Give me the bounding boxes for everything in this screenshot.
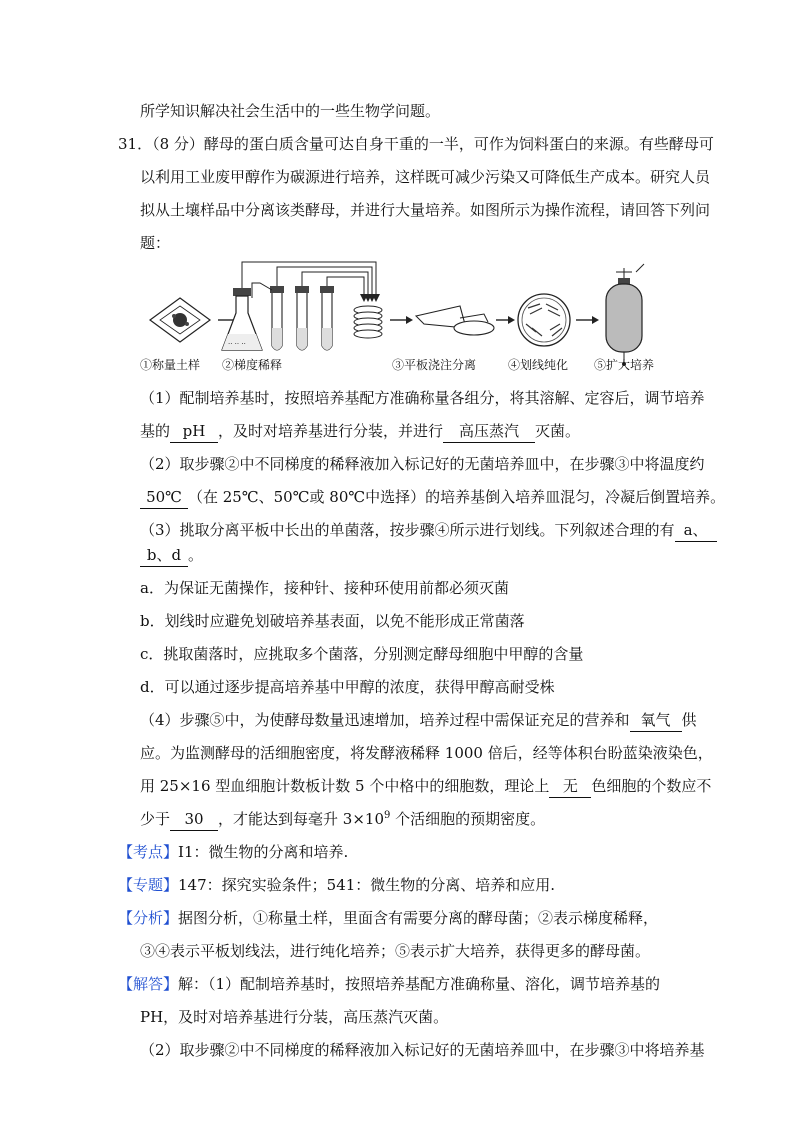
part3-text: 。 (188, 546, 204, 564)
arrowheads (360, 294, 380, 302)
kaodian-text: I1：微生物的分离和培养. (178, 843, 349, 861)
zhuanti-line (118, 874, 555, 896)
caption-step-1: ①称量土样 (140, 358, 201, 372)
answer-blank-color: 无 (549, 775, 591, 798)
option-a: a．为保证无菌操作，接种针、接种环使用前都必须灭菌 (140, 579, 509, 597)
question-number: 31． (118, 135, 153, 153)
arrow-icon (390, 316, 413, 324)
question-stem-3: 拟从土壤样品中分离该类酵母，并进行大量培养。如图所示为操作流程，请回答下列问 (140, 201, 711, 219)
part3-line-2 (140, 544, 203, 567)
option-c: c．挑取菌落时，应挑取多个菌落，分别测定酵母细胞中甲醇的含量 (140, 645, 584, 663)
jieda-text: 解：（1）配制培养基时，按照培养基配方准确称量、溶化，调节培养基的 (178, 975, 661, 993)
part1-line-1: （1）配制培养基时，按照培养基配方准确称量各组分，将其溶解、定容后，调节培养 (140, 389, 705, 407)
petri-dish-stack-icon (354, 306, 382, 338)
fenxi-line-2: ③④表示平板划线法，进行纯化培养；⑤表示扩大培养，获得更多的酵母菌。 (140, 942, 651, 960)
question-line-1 (118, 133, 714, 155)
part4-text: （4）步骤⑤中，为使酵母数量迅速增加，培养过程中需保证充足的营养和 (140, 711, 630, 729)
answer-blank-oxygen: 氧气 (630, 709, 682, 732)
part4-line-2: 应。为监测酵母的活细胞密度，将发酵液稀释 1000 倍后，经等体积台盼蓝染液染色， (140, 744, 713, 762)
caption-step-4: ④划线纯化 (508, 358, 569, 372)
answer-blank-ph: pH (170, 420, 218, 443)
option-b: b．划线时应避免划破培养基表面，以免不能形成正常菌落 (140, 612, 525, 630)
part4-text: 用 25×16 型血细胞计数板计数 5 个中格中的细胞数，理论上 (140, 777, 550, 795)
exponent: 9 (383, 810, 391, 821)
zhuanti-text: 147：探究实验条件；541：微生物的分离、培养和应用. (178, 876, 556, 894)
part2-line-2 (140, 486, 725, 509)
question-stem-4: 题： (140, 234, 171, 252)
answer-blank-options-a: a、 (675, 519, 717, 542)
part1-text: 灭菌。 (535, 422, 581, 440)
part4-text: 色细胞的个数应不 (591, 777, 712, 795)
part3-text: （3）挑取分离平板中长出的单菌落，按步骤④所示进行划线。下列叙述合理的有 (140, 521, 675, 539)
jieda-line-2: PH，及时对培养基进行分装，高压蒸汽灭菌。 (140, 1008, 449, 1026)
part4-text: 少于 (140, 810, 171, 828)
caption-step-3: ③平板浇注分离 (392, 358, 477, 372)
fenxi-line-1 (118, 907, 658, 929)
answer-blank-sterilization: 高压蒸汽 (443, 420, 535, 443)
question-score: （8 分） (152, 135, 204, 153)
part1-text: ，及时对培养基进行分装，并进行 (218, 422, 444, 440)
question-stem-2: 以利用工业废甲醇作为碳源进行培养，这样既可减少污染又可降低生产成本。研究人员 (140, 168, 711, 186)
part4-line-4 (140, 808, 545, 831)
caption-step-5: ⑤扩大培养 (594, 358, 655, 372)
caption-step-2: ②梯度稀释 (222, 358, 283, 372)
part4-text: 供 (681, 711, 697, 729)
part4-text: 个活细胞的预期密度。 (390, 810, 546, 828)
streak-plate-icon (518, 294, 570, 346)
part3-line-1 (140, 519, 717, 542)
fenxi-tag: 【分析】 (118, 909, 179, 927)
flask-icon (222, 288, 262, 350)
part1-line-2 (140, 420, 580, 443)
part4-line-3 (140, 775, 711, 798)
part2-line-1: （2）取步骤②中不同梯度的稀释液加入标记好的无菌培养皿中，在步骤③中将温度约 (140, 455, 705, 473)
svg-text:·· ·· ··: ·· ·· ·· (228, 340, 246, 348)
answer-blank-temperature: 50℃ (140, 486, 188, 509)
soil-sample-icon (150, 298, 210, 342)
test-tube-icon (270, 286, 284, 350)
kaodian-line (118, 841, 348, 863)
test-tube-icon (295, 286, 309, 350)
jieda-tag: 【解答】 (118, 975, 179, 993)
answer-blank-options-bd: b、d (140, 544, 188, 567)
test-tube-icon (320, 286, 334, 350)
part4-text: ，才能达到每毫升 3×10 (218, 810, 384, 828)
zhuanti-tag: 【专题】 (118, 876, 179, 894)
fenxi-text: 据图分析，①称量土样，里面含有需要分离的酵母菌；②表示梯度稀释， (178, 909, 659, 927)
intro-tail: 所学知识解决社会生活中的一些生物学问题。 (140, 102, 441, 120)
arrow-icon (576, 316, 599, 324)
jieda-line-1 (118, 973, 660, 995)
answer-blank-count: 30 (170, 808, 218, 831)
fermenter-icon (606, 264, 644, 366)
option-d: d．可以通过逐步提高培养基中甲醇的浓度，获得甲醇高耐受株 (140, 678, 555, 696)
pour-plate-icon (416, 306, 494, 335)
kaodian-tag: 【考点】 (118, 843, 179, 861)
jieda-line-3: （2）取步骤②中不同梯度的稀释液加入标记好的无菌培养皿中，在步骤③中将培养基 (140, 1041, 705, 1059)
part1-text: 基的 (140, 422, 171, 440)
question-stem-1: 酵母的蛋白质含量可达自身干重的一半，可作为饲料蛋白的来源。有些酵母可 (203, 135, 714, 153)
arrow-icon (496, 316, 515, 324)
part4-line-1 (140, 709, 697, 732)
part2-text: （在 25℃、50℃或 80℃中选择）的培养基倒入培养皿混匀，冷凝后倒置培养。 (188, 488, 726, 506)
